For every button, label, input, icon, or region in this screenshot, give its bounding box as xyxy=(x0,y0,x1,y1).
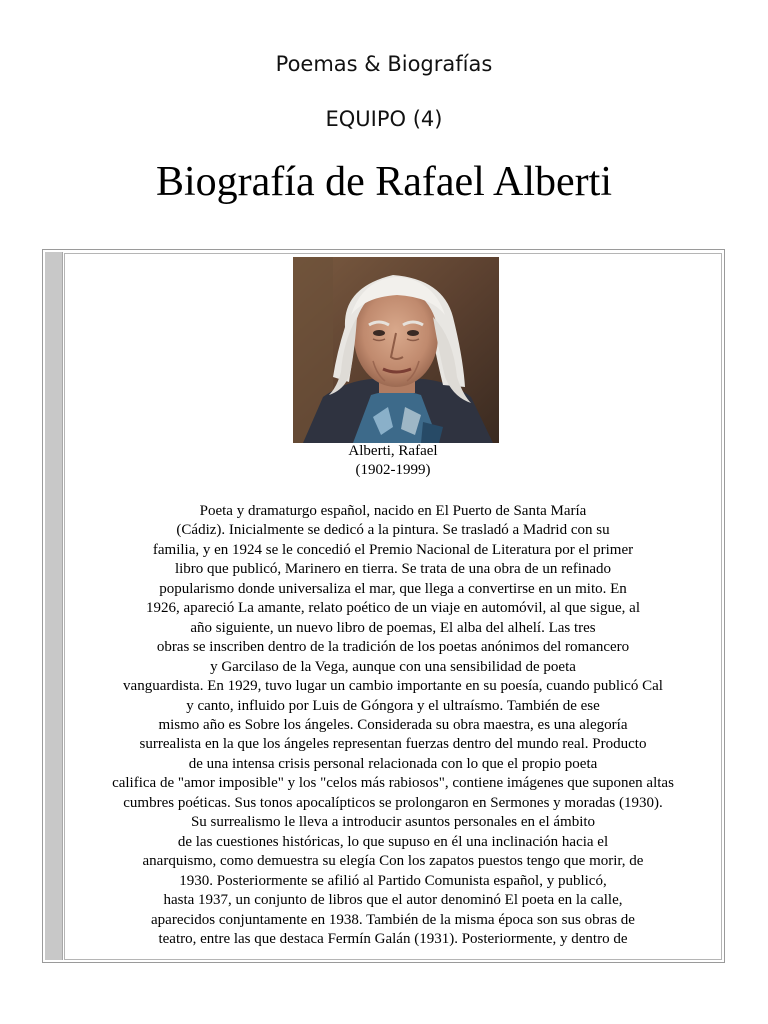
biography-line: anarquismo, como demuestra su elegía Con los zapatos puestos tengo que morir, de xyxy=(142,853,644,870)
content-frame xyxy=(42,249,725,963)
biography-line: libro que publicó, Marinero en tierra. Se trata de una obra de un refinado xyxy=(174,561,612,578)
biography-line: mismo año es Sobre los ángeles. Considerada su obra maestra, es una alegoría xyxy=(158,716,628,733)
header-line-2: EQUIPO (4) xyxy=(325,107,443,131)
biography-line: popularismo donde universaliza el mar, que llega a convertirse en un mito. En xyxy=(159,580,627,597)
portrait-photo xyxy=(293,257,499,443)
biography-line: y canto, influido por Luis de Góngora y el ultraísmo. También de ese xyxy=(186,697,600,714)
content-area xyxy=(64,253,722,960)
biography-line: obras se inscriben dentro de la tradición de los poetas anónimos del romancero xyxy=(156,639,630,656)
biography-line: califica de "amor imposible" y los "celos más rabiosos", contiene imágenes que suponen altas xyxy=(112,775,674,792)
biography-line: vanguardista. En 1929, tuvo lugar un cambio importante en su poesía, cuando publicó Cal xyxy=(123,678,663,695)
biography-text xyxy=(65,502,721,949)
frame-sidebar xyxy=(45,252,63,960)
biography-line: familia, y en 1924 se le concedió el Premio Nacional de Literatura por el primer xyxy=(152,541,634,558)
biography-line: 1926, apareció La amante, relato poético de un viaje en automóvil, al que sigue, al xyxy=(146,600,640,617)
biography-line: 1930. Posteriormente se afilió al Partido Comunista español, y publicó, xyxy=(179,872,607,889)
biography-line: de las cuestiones históricas, lo que supuso en él una inclinación hacia el xyxy=(177,833,609,850)
biography-line: de una intensa crisis personal relacionada con lo que el propio poeta xyxy=(188,755,598,772)
biography-line: y Garcilaso de la Vega, aunque con una sensibilidad de poeta xyxy=(210,658,576,675)
header-line-1: Poemas & Biografías xyxy=(275,52,493,76)
biography-line: surrealista en la que los ángeles representan fuerzas dentro del mundo real. Producto xyxy=(139,736,647,753)
page-title: Biografía de Rafael Alberti xyxy=(156,159,612,205)
biography-line: aparecidos conjuntamente en 1938. También de la misma época son sus obras de xyxy=(151,911,635,928)
biography-line: hasta 1937, un conjunto de libros que el autor denominó El poeta en la calle, xyxy=(163,892,623,909)
biography-line: cumbres poéticas. Sus tonos apocalípticos se prolongaron en Sermones y moradas (1930). xyxy=(123,794,663,811)
photo-caption-name: Alberti, Rafael xyxy=(348,443,438,459)
photo-caption-years: (1902-1999) xyxy=(355,462,431,478)
biography-line: año siguiente, un nuevo libro de poemas, El alba del alhelí. Las tres xyxy=(190,619,596,636)
biography-line: teatro, entre las que destaca Fermín Galán (1931). Posteriormente, y dentro de xyxy=(158,930,628,947)
biography-line: Poeta y dramaturgo español, nacido en El Puerto de Santa María xyxy=(199,503,587,519)
biography-line: Su surrealismo le lleva a introducir asuntos personales en el ámbito xyxy=(190,814,596,831)
biography-line: (Cádiz). Inicialmente se dedicó a la pintura. Se trasladó a Madrid con su xyxy=(176,522,610,539)
